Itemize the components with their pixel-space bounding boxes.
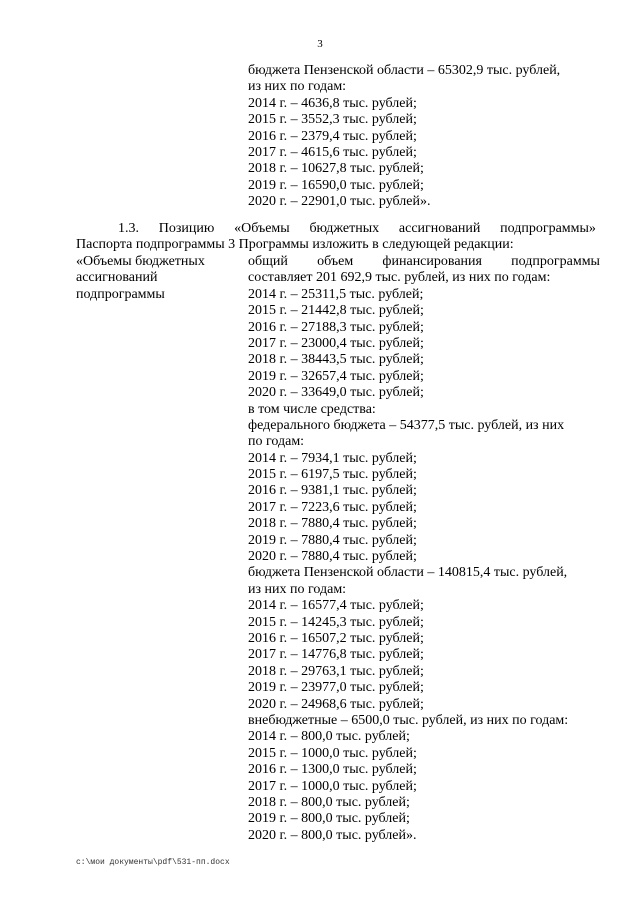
text-line: 2020 г. – 24968,6 тыс. рублей; [248, 696, 424, 712]
section-word: «Объемы [234, 221, 290, 236]
text-line: 2016 г. – 16507,2 тыс. рублей; [248, 630, 424, 646]
text-line: 2017 г. – 7223,6 тыс. рублей; [248, 499, 417, 515]
word: финансирования [382, 254, 482, 269]
text-line: 2014 г. – 25311,5 тыс. рублей; [248, 286, 424, 302]
text-line: 2018 г. – 800,0 тыс. рублей; [248, 794, 410, 810]
text-line: 2016 г. – 9381,1 тыс. рублей; [248, 483, 417, 499]
page-number: 3 [317, 38, 323, 50]
text-line: 2016 г. – 27188,3 тыс. рублей; [248, 319, 424, 335]
text-line: 2018 г. – 29763,1 тыс. рублей; [248, 663, 424, 679]
text-line: 2018 г. – 38443,5 тыс. рублей; [248, 352, 424, 368]
text-line: бюджета Пензенской области – 140815,4 тыс. рублей, [248, 565, 568, 581]
text-line: из них по годам: [248, 79, 347, 95]
section-paragraph [76, 221, 596, 254]
text-line: 2019 г. – 7880,4 тыс. рублей; [248, 532, 417, 548]
text-line: 2020 г. – 7880,4 тыс. рублей; [248, 549, 417, 565]
text-line: 2017 г. – 1000,0 тыс. рублей; [248, 778, 417, 794]
word: объем [317, 254, 354, 269]
text-line: 2018 г. – 10627,8 тыс. рублей; [248, 161, 424, 177]
text-line: 2019 г. – 23977,0 тыс. рублей; [248, 680, 424, 696]
text-line: 2014 г. – 800,0 тыс. рублей; [248, 729, 410, 745]
text-line: 2017 г. – 23000,4 тыс. рублей; [248, 335, 424, 351]
text-line: 2016 г. – 1300,0 тыс. рублей; [248, 762, 417, 778]
text-line: 2015 г. – 3552,3 тыс. рублей; [248, 112, 417, 128]
text-line: 2019 г. – 800,0 тыс. рублей; [248, 811, 410, 827]
text-line: по годам: [248, 434, 305, 450]
text-line: бюджета Пензенской области – 65302,9 тыс. рублей, [248, 63, 561, 78]
text-line: 2019 г. – 32657,4 тыс. рублей; [248, 368, 424, 384]
text-line: 2015 г. – 14245,3 тыс. рублей; [248, 614, 424, 630]
text-line: 2018 г. – 7880,4 тыс. рублей; [248, 516, 417, 532]
section-word: Позицию [158, 221, 215, 236]
text-line: составляет 201 692,9 тыс. рублей, из них по годам: [248, 270, 551, 286]
section-word: подпрограммы» [500, 221, 596, 236]
text-line: 2016 г. – 2379,4 тыс. рублей; [248, 128, 417, 144]
text-line: федерального бюджета – 54377,5 тыс. рублей, из них [248, 417, 565, 433]
text-line: 2015 г. – 6197,5 тыс. рублей; [248, 467, 417, 483]
text-line: из них по годам: [248, 581, 347, 597]
text-line: 2020 г. – 800,0 тыс. рублей». [248, 827, 417, 843]
text-line: 2015 г. – 21442,8 тыс. рублей; [248, 303, 424, 319]
text-line: 2020 г. – 33649,0 тыс. рублей; [248, 385, 424, 401]
section-word: ассигнований [398, 221, 481, 236]
first-justified-line [248, 254, 600, 270]
label-line: «Объемы бюджетных [76, 254, 205, 269]
text-line: 2014 г. – 7934,1 тыс. рублей; [248, 450, 417, 466]
text-line: 2014 г. – 4636,8 тыс. рублей; [248, 95, 417, 111]
file-path-footer: c:\мои документы\pdf\531-пп.docx [76, 858, 230, 867]
text-line: в том числе средства: [248, 401, 376, 417]
label-line: подпрограммы [76, 286, 165, 302]
text-line: 2017 г. – 14776,8 тыс. рублей; [248, 647, 424, 663]
section-second-line: Паспорта подпрограммы 3 Программы изложить в следующей редакции: [76, 237, 514, 253]
budget-allocations-text [248, 254, 600, 844]
text-line: 2017 г. – 4615,6 тыс. рублей; [248, 144, 417, 160]
text-line: внебюджетные – 6500,0 тыс. рублей, из них по годам: [248, 712, 569, 728]
text-line: 2020 г. – 22901,0 тыс. рублей». [248, 194, 431, 210]
text-line: 2019 г. – 16590,0 тыс. рублей; [248, 177, 424, 193]
text-line: 2015 г. – 1000,0 тыс. рублей; [248, 745, 417, 761]
passport-position-label [76, 254, 241, 303]
text-line: 2014 г. – 16577,4 тыс. рублей; [248, 598, 424, 614]
section-word: 1.3. [118, 221, 139, 236]
section-word: бюджетных [309, 221, 380, 236]
section-first-line [76, 221, 596, 237]
word: подпрограммы [511, 254, 600, 269]
budget-continuation-block [248, 63, 560, 211]
word: общий [248, 254, 288, 269]
label-line: ассигнований [76, 270, 158, 286]
